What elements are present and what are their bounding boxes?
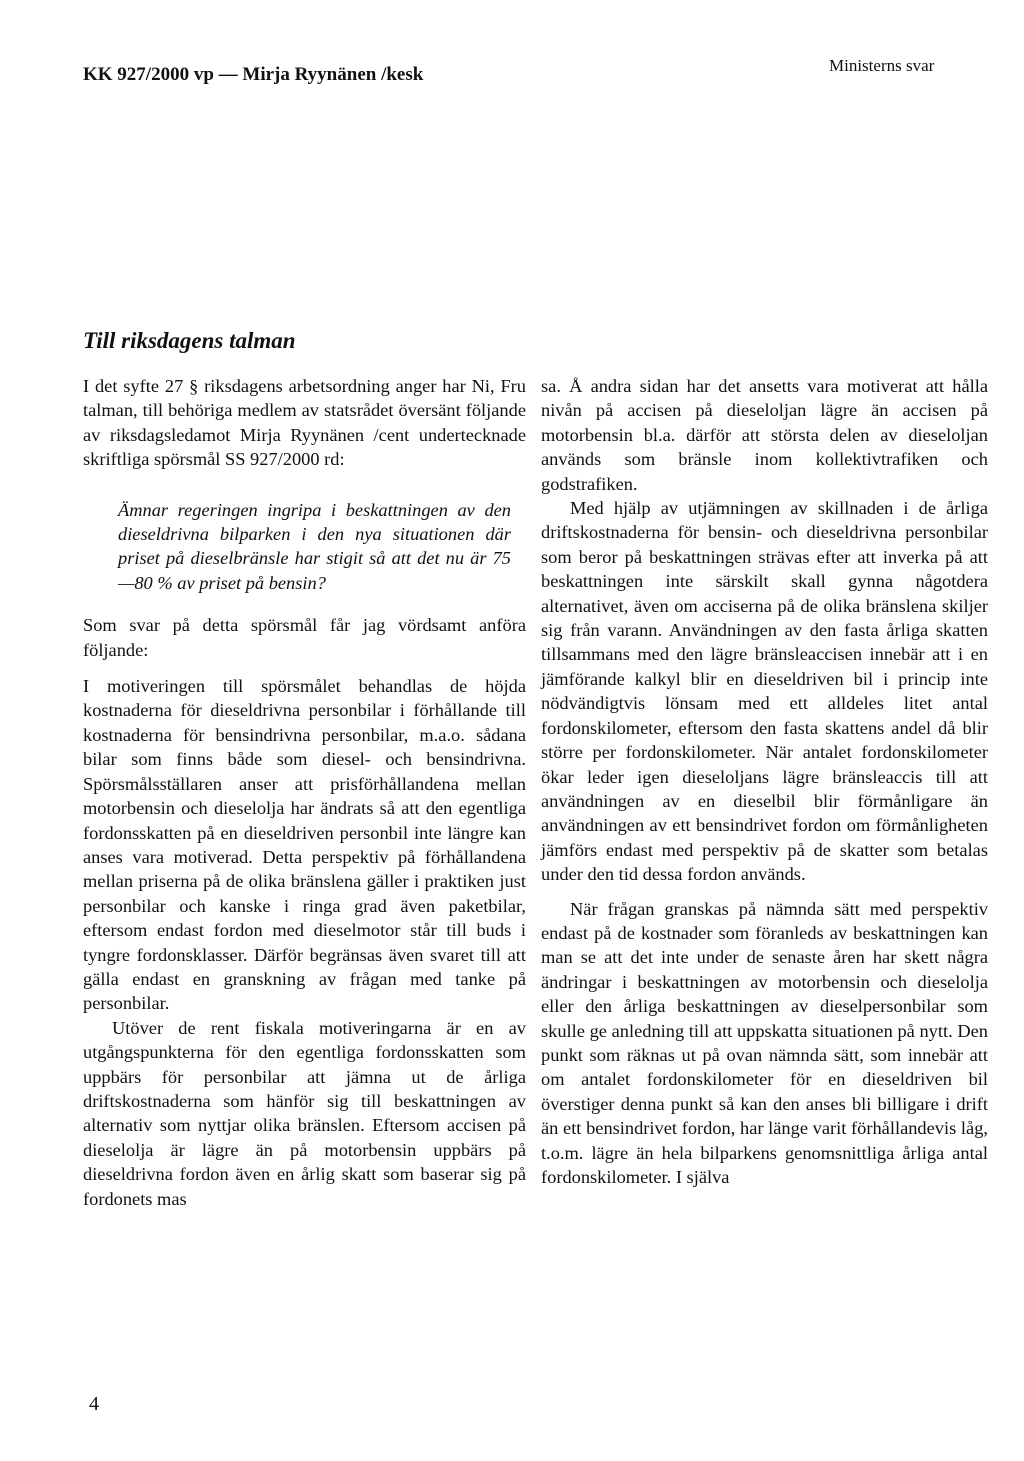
section-title: Ministerns svar [829,56,935,75]
question-quote: Ämnar regeringen ingripa i beskattningen av den dieseldrivna bilparken i den nya situationen där priset på dieselbränsle har stigit så att det nu är 75—80 % av priset på bensin? [118,499,511,593]
body-paragraph: Utöver de rent fiskala motiveringarna är en av utgångspunkterna för den egentliga fordonsskatten som uppbärs för personbilar att jämna ut de årliga driftskostnaderna som hänför sig till beskattningen av alternativ som nyttjar olika bränslen. Eftersom accisen på dieselolja är lägre än på motorbensin uppbärs på dieseldrivna fordon även en årlig skatt som baserar sig på fordonets mas [83,1017,526,1209]
body-paragraph: sa. Å andra sidan har det ansetts vara motiverat att hålla nivån på accisen på dieseloljan lägre än accisen på motorbensin bl.a. därför att största delen av dieseloljan används som bränsle inom kollektivtrafiken och godstrafiken. [541,376,988,494]
document-reference: KK 927/2000 vp — Mirja Ryynänen /kesk [83,64,424,85]
body-paragraph: Med hjälp av utjämningen av skillnaden i de årliga driftskostnaderna för bensin- och dieseldrivna personbilar som beror på beskattningen strävas efter att inverka på att beskattningen inte särskilt skall gynna någotdera alternativet, även om acciserna på de olika bränslena skiljer sig från varann. Användningen av den fasta årliga skatten tillsammans med den lägre bränsleaccisen innebär att i en jämförande kalkyl blir en dieseldriven bil i princip inte nödvändigtvis lönsam med ett alldeles litet antal fordonskilometer, eftersom den fasta skattens andel då blir större per fordonskilometer. När antalet fordonskilometer ökar leder igen dieseloljans lägre bränsleaccis till att användningen av en dieselbil blir förmånligare än användningen av ett bensindrivet fordon om förmånligheten jämförs endast med perspektiv på de skatter som betalas under den tid dessa fordon används. [541,498,988,885]
body-paragraph: När frågan granskas på nämnda sätt med perspektiv endast på de kostnader som föranleds av beskattningen kan man se att det inte under de senaste åren har skett några ändringar i beskattningen av motorbensin och dieselolja eller den årliga beskattningen av dieselpersonbilar som skulle ge anledning till att uppskatta situationen på nytt. Den punkt som räknas ut på ovan nämnda sätt, som innebär att om antalet fordonskilometer för en dieseldriven bil överstiger denna punkt så kan den anses bli billigare i drift än ett bensindrivet fordon, har länge varit förhållandevis låg, t.o.m. lägre än hela bilparkens genomsnittliga årliga antal fordonskilometer. I själva [541,898,988,1187]
salutation-heading: Till riksdagens talman [83,328,296,353]
body-paragraph: I motiveringen till spörsmålet behandlas de höjda kostnaderna för dieseldrivna personbilar i förhållande till kostnaderna för bensindrivna personbilar, m.a.o. sådana bilar som finns både som diesel- och bensindrivna. Spörsmålsställaren anser att prisförhållandena mellan motorbensin och dieselolja har ändrats så att den egentliga fordonsskatten på en dieseldriven personbil inte längre kan anses vara motiverad. Detta perspektiv på förhållandena mellan priserna på de olika bränslena gäller i praktiken just personbilar och kanske i ringa grad även paketbilar, eftersom endast fordon med dieselmotor står till buds i tyngre fordonsklasser. Därför begränsas även svaret till att gälla endast en granskning av frågan med tanke på personbilar. [83,676,526,1014]
answer-intro-paragraph: Som svar på detta spörsmål får jag vördsamt anföra följande: [83,615,526,660]
right-column [541,374,988,1189]
page-number: 4 [89,1393,99,1415]
left-column [83,374,526,1211]
intro-paragraph: I det syfte 27 § riksdagens arbetsordning anger har Ni, Fru talman, till behöriga medlem av statsrådet översänt följande av riksdagsledamot Mirja Ryynänen /cent undertecknade skriftliga spörsmål SS 927/2000 rd: [83,376,526,470]
